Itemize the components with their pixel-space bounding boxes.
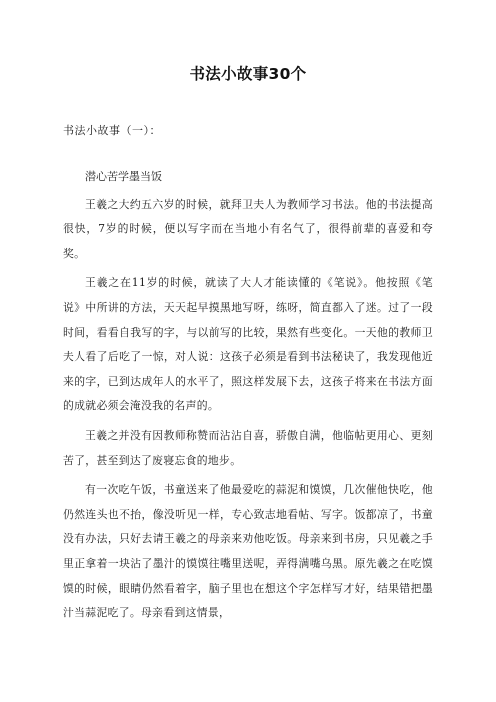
story-heading: 潜心苦学墨当饭: [85, 170, 162, 183]
paragraph: 王羲之在11岁的时候，就读了大人才能读懂的《笔说》。他按照《笔说》中所讲的方法，天天起早摸黑地写呀，练呀，简直都入了迷。过了一段时间，看看自我写的字，与以前写的比较，果然有些变化。一天他的教师卫夫人看了后吃了一惊，对人说：这孩子必须是看到书法秘诀了，我发现他近来的字，已到达成年人的水平了，照这样发展下去，这孩子将来在书法方面的成就必须会淹没我的名声的。: [63, 276, 433, 413]
document-body: [63, 165, 433, 631]
paragraph: 王羲之并没有因教师称赞而沾沾自喜，骄傲自满，他临帖更用心、更刻苦了，甚至到达了废寝忘食的地步。: [63, 428, 433, 467]
paragraph: 有一次吃午饭，书童送来了他最爱吃的蒜泥和馍馍，几次催他快吃，他仍然连头也不抬，像没听见一样，专心致志地看帖、写字。饭都凉了，书童没有办法，只好去请王羲之的母亲来劝他吃饭。母亲来到书房，只见羲之手里正拿着一块沾了墨汁的馍馍往嘴里送呢，弄得满嘴乌黑。原先羲之在吃馍馍的时候，眼睛仍然看着字，脑子里也在想这个字怎样写才好，结果错把墨汁当蒜泥吃了。母亲看到这情景，: [63, 483, 433, 620]
paragraph: 王羲之大约五六岁的时候，就拜卫夫人为教师学习书法。他的书法提高很快，7岁的时候，便以写字而在当地小有名气了，很得前辈的喜爱和夸奖。: [63, 197, 433, 260]
document-title: 书法小故事30个: [189, 65, 307, 83]
section-subtitle: 书法小故事（一）：: [63, 124, 161, 137]
